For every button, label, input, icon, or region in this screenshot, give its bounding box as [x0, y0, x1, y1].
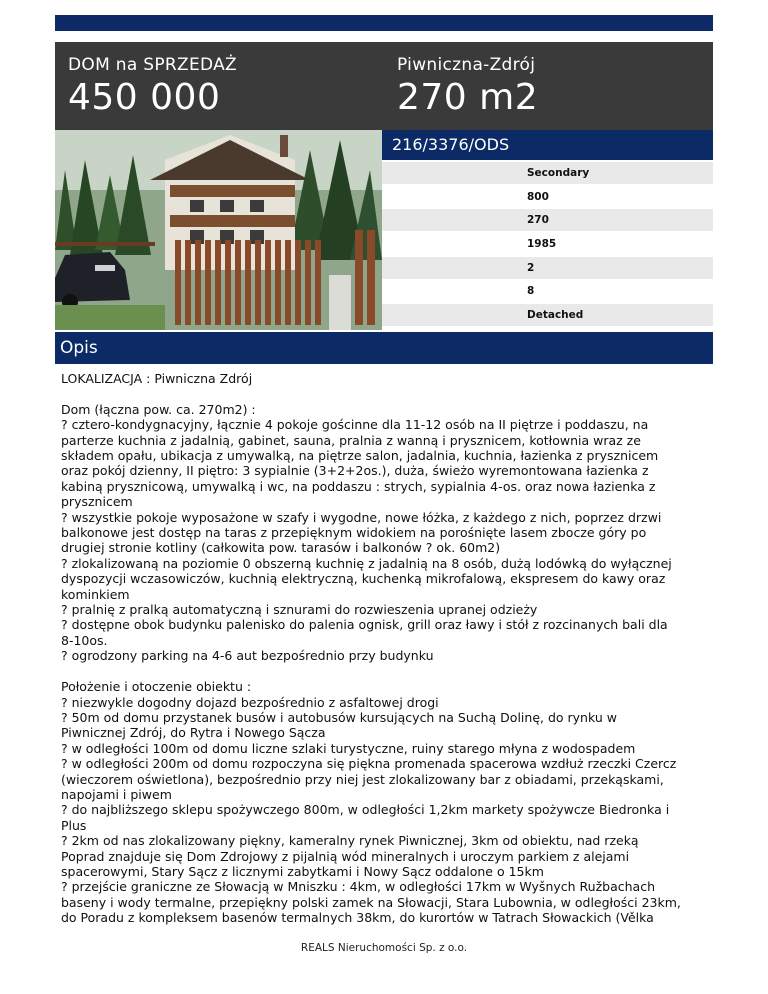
description-line: ? przejście graniczne ze Słowacją w Mniszku : 4km, w odległości 17km w Wyšnych Ružbachach: [61, 879, 655, 895]
description-line: Położenie i otoczenie obiektu :: [61, 679, 252, 695]
description-line: ? 2km od nas zlokalizowany piękny, kameralny rynek Piwnicznej, 3km od obiektu, nad rzeką: [61, 833, 639, 849]
description-line: prysznicem: [61, 494, 133, 510]
description-line: ? dostępne obok budynku palenisko do palenia ognisk, grill oraz ławy i stół z rozcinanych bali dla: [61, 617, 668, 633]
dom-section: [61, 402, 711, 664]
description-line: napojami i piwem: [61, 786, 172, 802]
param-row: 8: [382, 280, 713, 302]
description-line: 8-10os.: [61, 632, 108, 648]
description-line: Plus: [61, 817, 87, 833]
description-line: baseny i wody termalne, przepiękny polski zamek na Słowacji, Stara Lubownia, w odległości 23km,: [61, 894, 681, 910]
param-row: 270: [382, 209, 713, 231]
location: Piwniczna-Zdrój: [397, 55, 536, 75]
description-line: kabiną prysznicową, umywalką i wc, na poddaszu : strych, sypialnia 4-os. oraz nowa łazienka z: [61, 478, 656, 494]
polozenie-section: [61, 679, 711, 926]
description-line: drugiej stronie kotliny (całkowita pow. tarasów i balkonów ? ok. 60m2): [61, 540, 501, 556]
header-left: [68, 54, 237, 120]
description-line: ? niezwykle dogodny dojazd bezpośrednio z asfaltowej drogi: [61, 694, 439, 710]
header-panel: [55, 42, 713, 130]
footer-company: REALS Nieruchomości Sp. z o.o.: [300, 942, 468, 954]
reference-bar: 216/3376/ODS: [382, 130, 713, 160]
description-line: do Poradu z kompleksem basenów termalnych 38km, do kurortów w Tatrach Słowackich (Vělka: [61, 910, 654, 926]
description-line: ? pralnię z pralką automatyczną i sznurami do rozwieszenia upranej odzieży: [61, 602, 538, 618]
listing-type: DOM na SPRZEDAŻ: [68, 55, 237, 75]
description-line: składem opału, ubikacja z umywalką, na piętrze salon, jadalnia, kuchnia, łazienka z prysznicem: [61, 448, 659, 464]
description-line: (wieczorem oświetlona), bezpośrednio przy niej jest zlokalizowany bar z obiadami, przekąskami,: [61, 771, 664, 787]
param-row: 1985: [382, 233, 713, 255]
description-line: ? do najbliższego sklepu spożywczego 800m, w odległości 1,2km markety spożywcze Biedronka i: [61, 802, 670, 818]
header-right: [397, 54, 538, 120]
lokalizacja-line: LOKALIZACJA : Piwniczna Zdrój: [61, 371, 253, 386]
param-row: 800: [382, 186, 713, 208]
description-line: ? zlokalizowaną na poziomie 0 obszerną kuchnię z jadalnią na 8 osób, dużą lodówką do wyłącznej: [61, 555, 672, 571]
description-line: ? w odległości 100m od domu liczne szlaki turystyczne, ruiny starego młyna z wodospadem: [61, 740, 636, 756]
house-photo: [55, 130, 382, 330]
description-line: spacerowymi, Stary Sącz z licznymi zabytkami i Nowy Sącz oddalone o 15km: [61, 863, 544, 879]
opis-heading: Opis: [55, 332, 713, 364]
description-line: ? ogrodzony parking na 4-6 aut bezpośrednio przy budynku: [61, 648, 434, 664]
params-table: [382, 162, 713, 328]
param-row: 2: [382, 257, 713, 279]
param-row: Secondary: [382, 162, 713, 184]
description-line: ? 50m od domu przystanek busów i autobusów kursujących na Suchą Dolinę, do rynku w: [61, 709, 617, 725]
description-line: parterze kuchnia z jadalnią, gabinet, sauna, pralnia z wanną i prysznicem, kotłownia wraz ze: [61, 432, 641, 448]
description: [61, 371, 711, 926]
description-line: kominkiem: [61, 586, 130, 602]
description-line: ? wszystkie pokoje wyposażone w szafy i wygodne, nowe łóżka, z każdego z nich, poprzez drzwi: [61, 509, 662, 525]
description-line: ? cztero-kondygnacyjny, łącznie 4 pokoje gościnne dla 11-12 osób na II piętrze i poddaszu, na: [61, 417, 649, 433]
area: 270 m2: [397, 77, 539, 118]
description-line: dyspozycji wczasowiczów, kuchnią elektryczną, kuchenką mikrofalową, ekspresem do kawy oraz: [61, 571, 666, 587]
description-line: Dom (łączna pow. ca. 270m2) :: [61, 401, 256, 417]
top-bar: [55, 15, 713, 31]
description-line: Poprad znajduje się Dom Zdrojowy z pijalnią wód mineralnych i uroczym parkiem z alejami: [61, 848, 630, 864]
price: 450 000: [68, 77, 221, 118]
description-line: oraz pokój dzienny, II piętro: 3 sypialnie (3+2+2os.), duża, świeżo wyremontowana łazienka z: [61, 463, 649, 479]
param-row: Detached: [382, 304, 713, 326]
description-line: ? w odległości 200m od domu rozpoczyna się piękna promenada spacerowa wzdłuż rzeczki Czercz: [61, 756, 677, 772]
description-line: Piwnicznej Zdrój, do Rytra i Nowego Sącza: [61, 725, 326, 741]
description-line: balkonowe jest dostęp na taras z przepięknym widokiem na porośnięte lasem zbocze góry po: [61, 525, 647, 541]
